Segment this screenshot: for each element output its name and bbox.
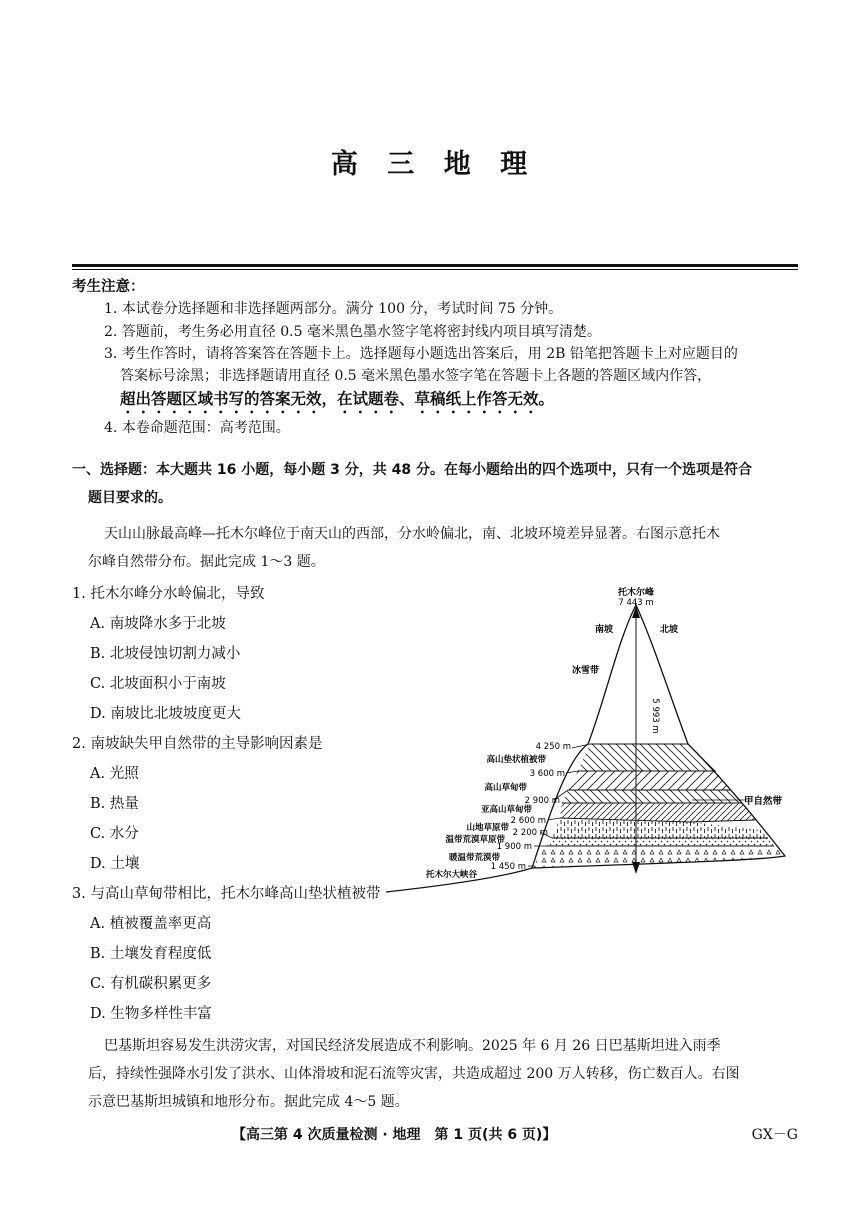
zone-name-5: 暖温带荒漠带 [448,853,500,863]
question-2-option-c: C. 水分 [90,826,139,842]
question-1-option-b: B. 北坡侵蚀切割力减小 [90,646,241,662]
zone-elev-5: 1 900 m [496,842,532,852]
notice-item-3-cont: 答案标号涂黑；非选择题请用直径 0.5 毫米黑色墨水签字笔在答题卡上各题的答题区域内作答， [120,368,712,384]
question-3-stem: 3. 与高山草甸带相比，托木尔峰高山垫状植被带 [72,886,381,902]
notice-item-4: 4. 本卷命题范围：高考范围。 [104,420,290,436]
question-1-option-d: D. 南坡比北坡坡度更大 [90,706,241,722]
valley-label: 托木尔大峡谷 [425,870,477,880]
question-3-option-c: C. 有机碳积累更多 [90,976,212,992]
question-1-stem: 1. 托木尔峰分水岭偏北，导致 [72,586,265,602]
passage-2-line-1: 巴基斯坦容易发生洪涝灾害，对国民经济发展造成不利影响。2025 年 6 月 26 日巴基斯坦进入雨季 [104,1038,721,1054]
notice-item-2: 2. 答题前，考生务必用直径 0.5 毫米黑色墨水签字笔将密封线内项目填写清楚。 [104,324,601,340]
zone-name-1: 高山草甸带 [484,783,527,793]
zone-elev-1: 3 600 m [529,769,565,779]
question-2-option-a: A. 光照 [90,766,139,782]
question-3-option-a: A. 植被覆盖率更高 [90,916,212,932]
section-heading-cont: 题目要求的。 [88,490,172,506]
jia-zone-label: 甲自然带 [744,796,783,807]
peak-name-label: 托木尔峰 [617,588,655,598]
notice-heading: 考生注意： [72,279,145,295]
zone-band-meadow [568,771,730,790]
footer-text: 【高三第 4 次质量检测 · 地理 第 1 页(共 6 页)】 [232,1127,557,1143]
zone-elev-2: 2 900 m [524,796,560,806]
passage-1-line-2: 尔峰自然带分布。据此完成 1～3 题。 [88,554,325,570]
zone-name-3: 山地草原带 [466,823,509,833]
zone-name-4: 温带荒漠草原带 [445,835,505,845]
question-2-option-d: D. 土壤 [90,856,140,872]
zone-name-0: 高山垫状植被带 [486,755,546,765]
question-2-option-b: B. 热量 [90,796,139,812]
question-1-option-c: C. 北坡面积小于南坡 [90,676,226,692]
zone-elev-3: 2 600 m [510,816,546,826]
question-1-option-a: A. 南坡降水多于北坡 [90,616,226,632]
zone-band-desert [532,846,785,868]
passage-1-line-1: 天山山脉最高峰—托木尔峰位于南天山的西部，分水岭偏北，南、北坡环境差异显著。右图示意托木 [104,526,720,542]
notice-emphasis: 超出答题区域书写的答案无效，在试题卷、草稿纸上作答无效。 [120,390,555,408]
notice-item-3: 3. 考生作答时，请将答案答在答题卡上。选择题每小题选出答案后，用 2B 铅笔把答题卡上对应题目的 [104,346,738,362]
zone-elev-6: 1 450 m [490,862,526,872]
south-slope-label: 南坡 [595,625,614,635]
question-2-stem: 2. 南坡缺失甲自然带的主导影响因素是 [72,736,323,752]
passage-2-line-3: 示意巴基斯坦城镇和地形分布。据此完成 4～5 题。 [88,1094,409,1110]
section-heading: 一、选择题：本大题共 16 小题，每小题 3 分，共 48 分。在每小题给出的四个选项中，只有一个选项是符合 [72,462,752,478]
north-slope-label: 北坡 [660,625,679,635]
relief-label: 5 993 m [650,698,660,734]
zone-elev-0: 4 250 m [535,742,571,752]
passage-2-line-2: 后，持续性强降水引发了洪水、山体滑坡和泥石流等灾害，共造成超过 200 万人转移，伤亡数百人。右图 [88,1066,740,1082]
zone-band-desert-steppe [546,838,774,846]
page-title: 高 三 地 理 [330,149,538,180]
footer-code: GX－G [751,1127,798,1143]
question-3-option-b: B. 土壤发育程度低 [90,946,212,962]
zone-elev-4: 2 200 m [512,828,548,838]
zone-band-cushion [578,744,716,771]
snow-zone-label: 冰雪带 [572,666,600,676]
question-3-option-d: D. 生物多样性丰富 [90,1006,212,1022]
peak-elevation-label: 7 443 m [618,598,654,608]
zone-band-subalpine [562,790,742,803]
notice-item-1: 1. 本试卷分选择题和非选择题两部分。满分 100 分，考试时间 75 分钟。 [104,301,563,317]
relief-arrow-bottom [632,862,640,874]
zone-name-2: 亚高山草甸带 [480,805,532,815]
